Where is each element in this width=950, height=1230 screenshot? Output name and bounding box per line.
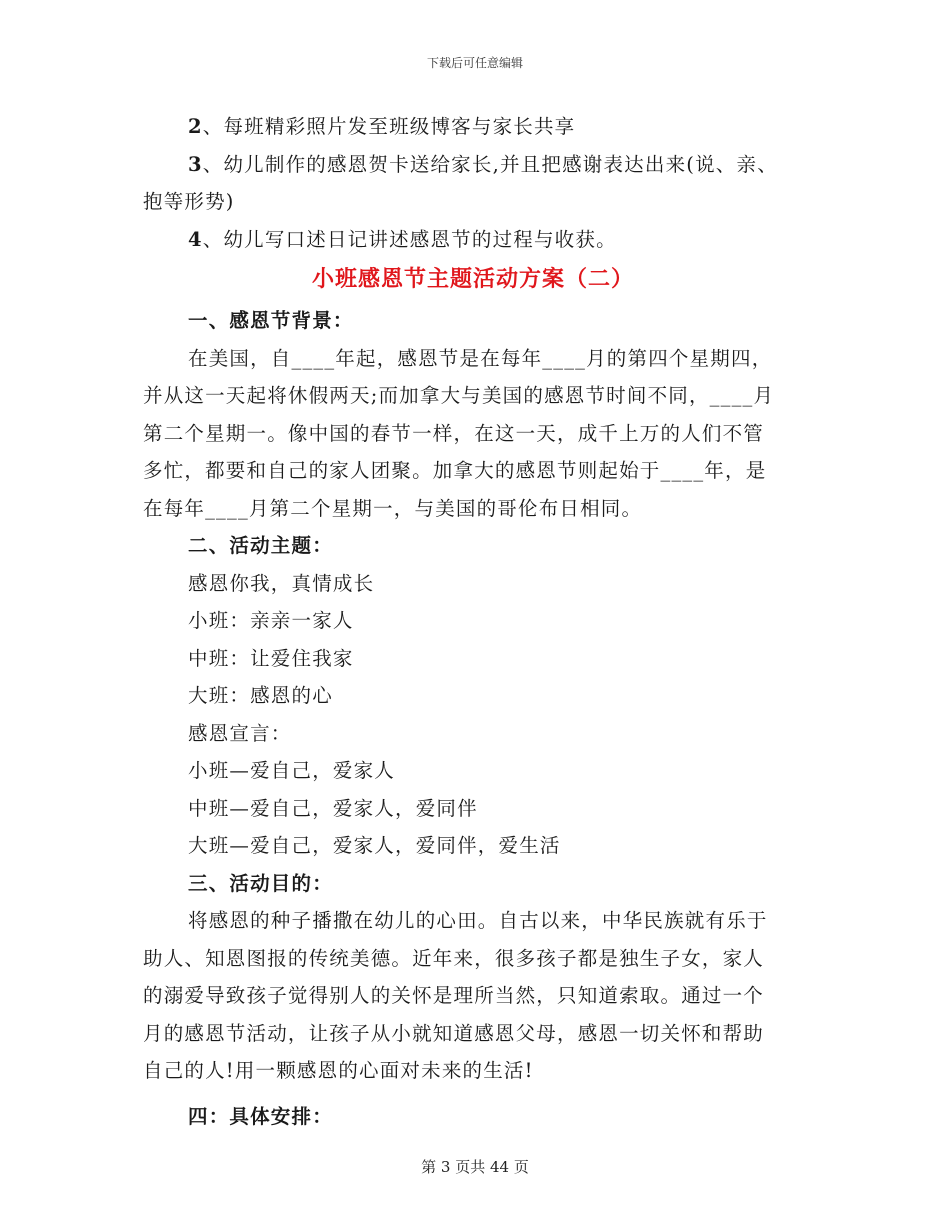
page-footer-note: 第 3 页共 44 页 (421, 1158, 529, 1176)
theme-line: 中班：让爱住我家 (188, 646, 354, 670)
theme-line: 中班—爱自己，爱家人，爱同伴 (188, 796, 478, 820)
theme-line: 小班：亲亲一家人 (188, 609, 354, 632)
theme-line: 感恩你我，真情成长 (188, 571, 375, 595)
section-heading-theme: 二、活动主题： (188, 534, 333, 557)
list-item (143, 108, 803, 146)
list-text: 抱等形势) (143, 190, 235, 213)
list-number: 3 (188, 152, 203, 176)
list-text: 、每班精彩照片发至班级博客与家长共享 (202, 115, 576, 138)
paragraph-line: 第二个星期一。像中国的春节一样，在这一天，成千上万的人们不管 (143, 421, 765, 445)
theme-line: 小班—爱自己，爱家人 (188, 759, 396, 782)
theme-line: 大班：感恩的心 (188, 684, 333, 707)
list-item-continuation (143, 183, 803, 221)
paragraph-line: 月的感恩节活动，让孩子从小就知道感恩父母，感恩一切关怀和帮助 (143, 1021, 765, 1045)
paragraph-line: 助人、知恩图报的传统美德。近年来，很多孩子都是独生子女，家人 (143, 946, 765, 970)
section-heading-purpose: 三、活动目的： (188, 871, 333, 895)
list-text: 、幼儿制作的感恩贺卡送给家长,并且把感谢表达出来(说、亲、 (202, 152, 778, 176)
paragraph-line: 并从这一天起将休假两天;而加拿大与美国的感恩节时间不同，____月 (143, 384, 775, 407)
paragraph-line: 在每年____月第二个星期一，与美国的哥伦布日相同。 (143, 496, 643, 520)
list-item (143, 146, 803, 184)
list-number: 2 (188, 115, 203, 138)
list-text: 、幼儿写口述日记讲述感恩节的过程与收获。 (202, 227, 617, 251)
theme-line: 感恩宣言： (188, 721, 292, 745)
paragraph-line: 在美国，自____年起，感恩节是在每年____月的第四个星期四， (188, 346, 773, 370)
paragraph-line: 的溺爱导致孩子觉得别人的关怀是理所当然，只知道索取。通过一个 (143, 984, 765, 1007)
theme-line: 大班—爱自己，爱家人，爱同伴，爱生活 (188, 834, 561, 857)
section-heading-background: 一、感恩节背景： (188, 309, 354, 332)
list-item (143, 221, 803, 259)
page-header-note: 下载后可任意编辑 (426, 56, 523, 70)
list-number: 4 (188, 227, 203, 251)
paragraph-line: 多忙，都要和自己的家人团聚。加拿大的感恩节则起始于____年，是 (143, 459, 767, 482)
document-title: 小班感恩节主题活动方案（二） (311, 266, 634, 292)
paragraph-line: 自己的人!用一颗感恩的心面对未来的生活! (143, 1059, 534, 1082)
section-heading-arrangement: 四：具体安排： (188, 1104, 333, 1128)
paragraph-line: 将感恩的种子播撒在幼儿的心田。自古以来，中华民族就有乐于 (188, 909, 768, 932)
document-body (143, 108, 803, 1135)
